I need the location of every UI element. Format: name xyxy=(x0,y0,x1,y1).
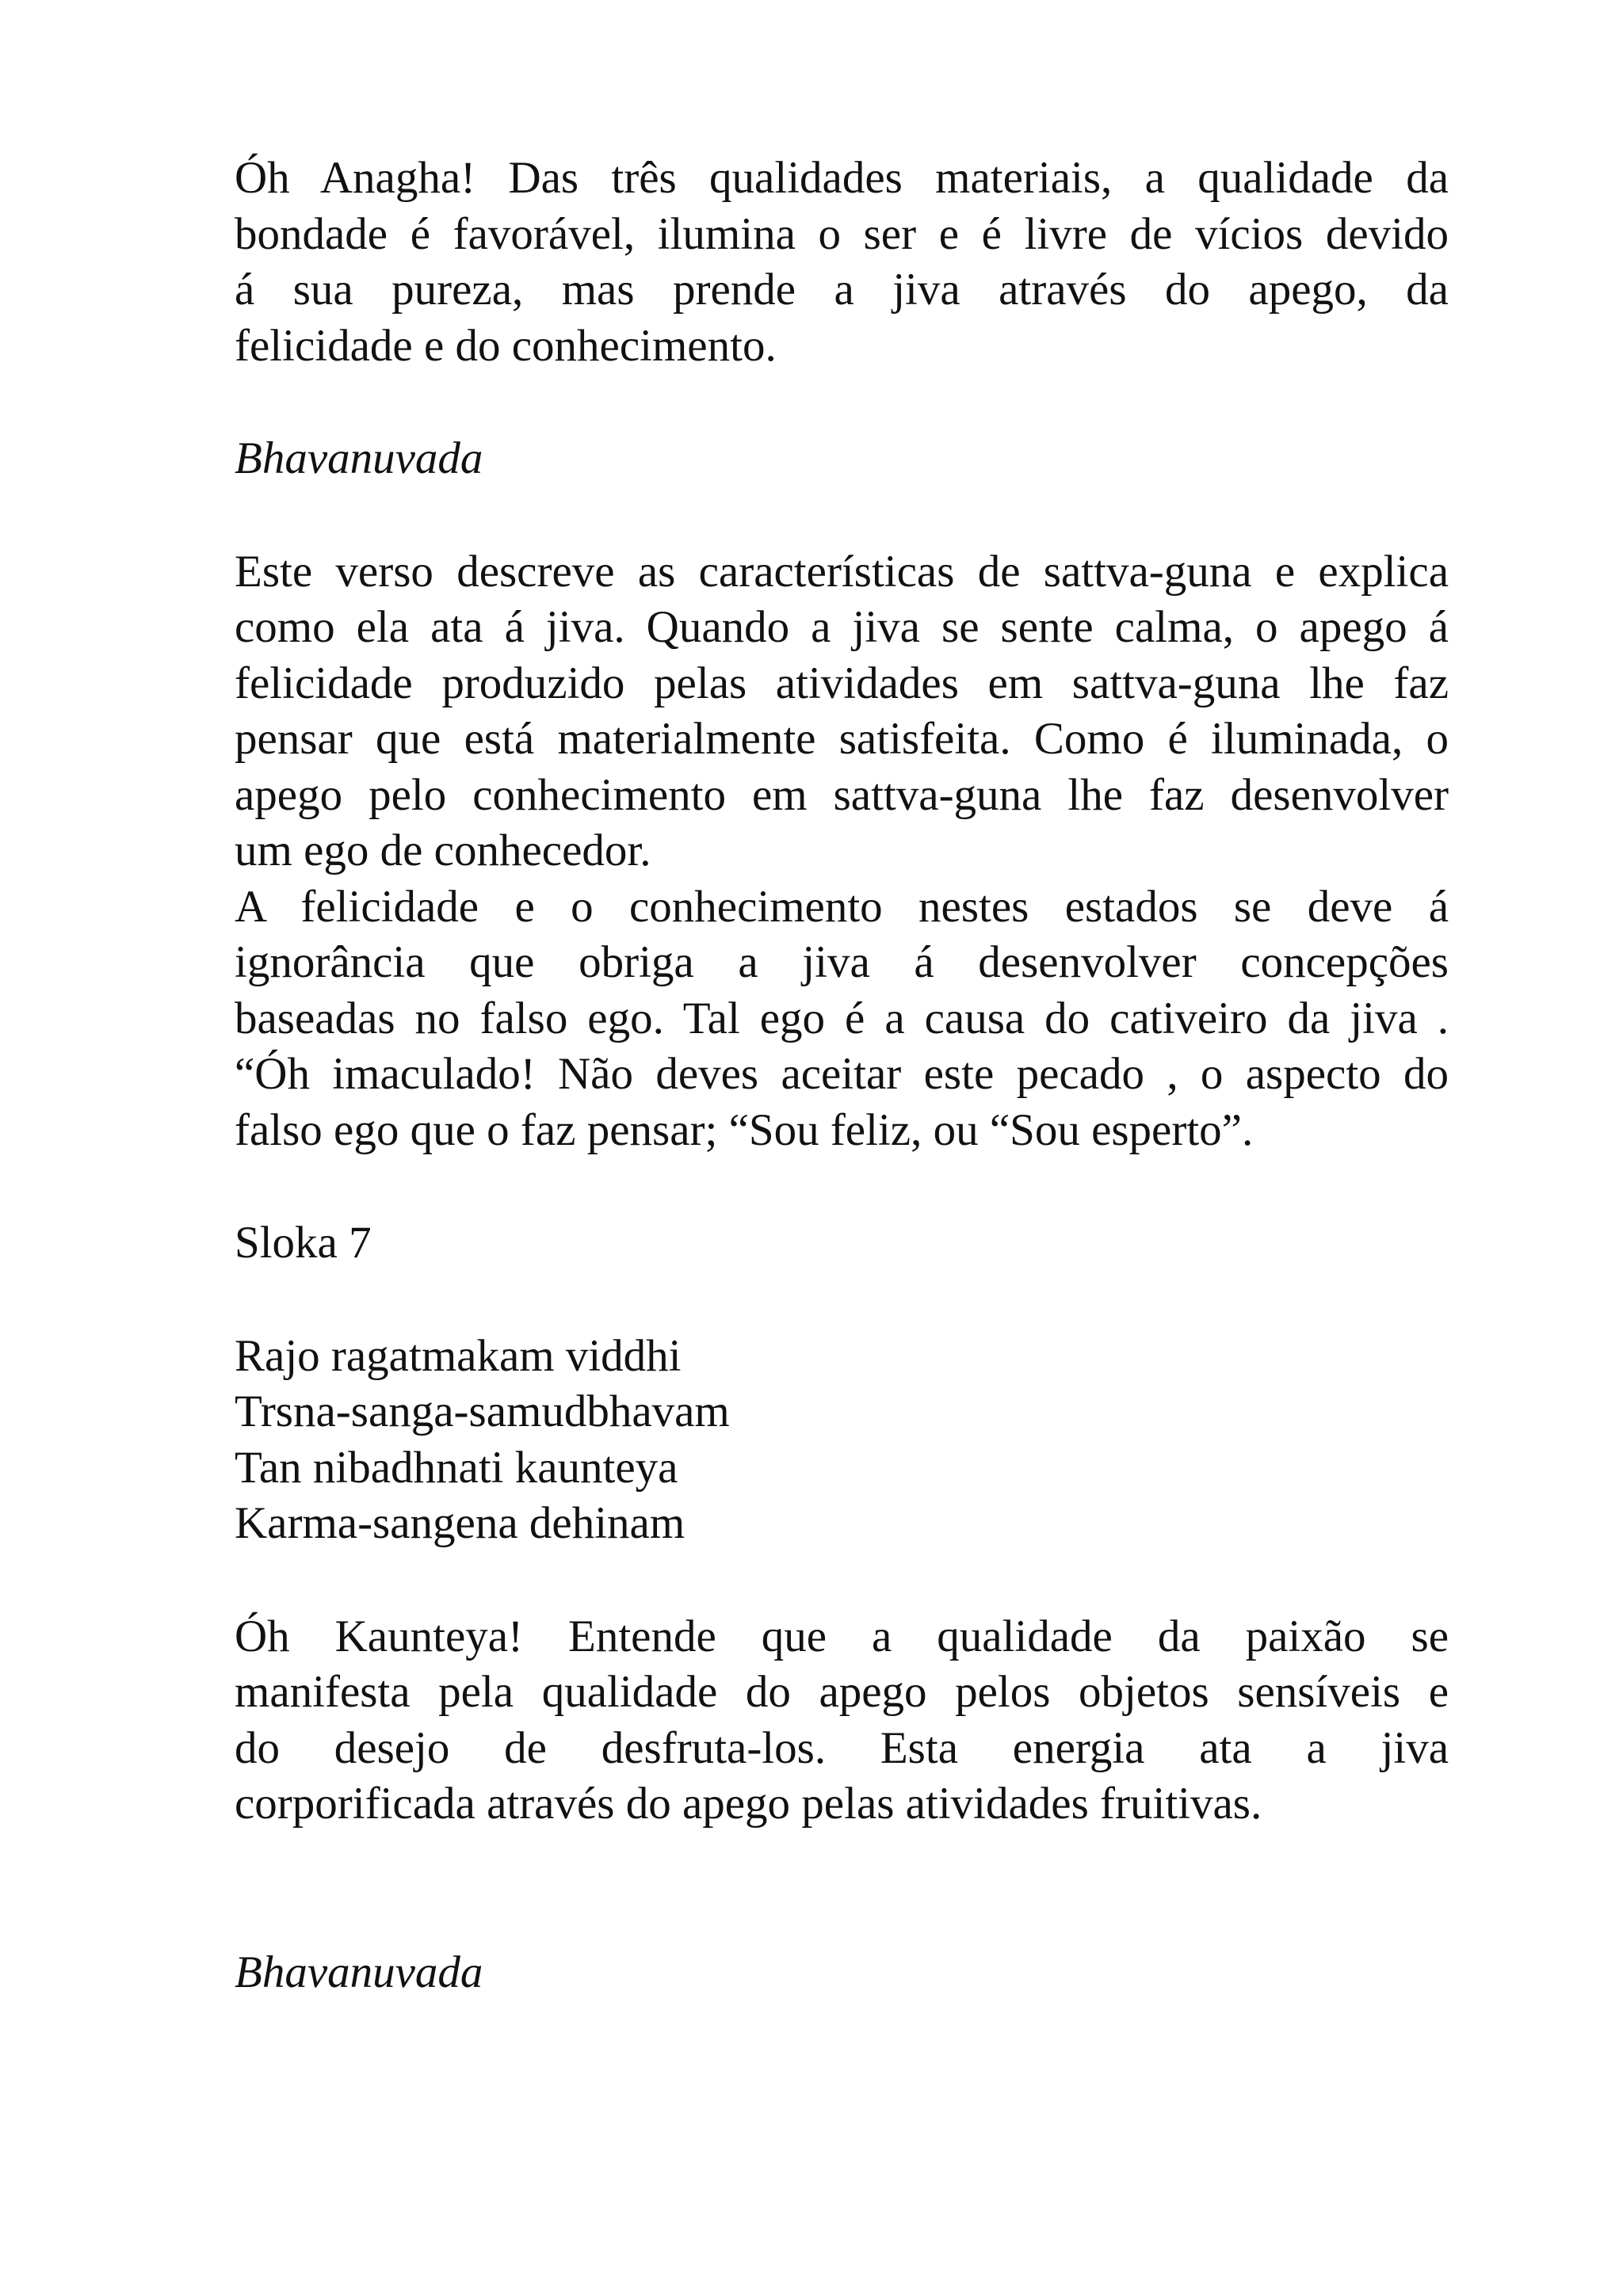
verse-line: Rajo ragatmakam viddhi xyxy=(235,1330,682,1381)
text-line: ignorância que obriga a jiva á desenvolver concepções xyxy=(235,937,1449,987)
text-line: baseadas no falso ego. Tal ego é a causa do cativeiro da jiva . xyxy=(235,993,1449,1043)
text-line: Este verso descreve as características de sattva-guna e explica xyxy=(235,546,1449,597)
paragraph-translation-2 xyxy=(235,1609,1449,1833)
section-heading-bhavanuvada-2: Bhavanuvada xyxy=(235,1947,483,1997)
text-line: A felicidade e o conhecimento nestes estados se deve á xyxy=(235,881,1449,932)
text-line: do desejo de desfruta-los. Esta energia ata a jiva xyxy=(235,1722,1449,1773)
verse-line: Trsna-sanga-samudbhavam xyxy=(235,1386,730,1436)
paragraph-commentary xyxy=(235,544,1449,1159)
text-line: felicidade produzido pelas atividades em sattva-guna lhe faz xyxy=(235,658,1449,708)
text-line: bondade é favorável, ilumina o ser e é livre de vícios devido xyxy=(235,208,1449,259)
verse-line: Tan nibadhnati kaunteya xyxy=(235,1442,678,1493)
text-line: corporificada através do apego pelas atividades fruitivas. xyxy=(235,1779,1262,1829)
text-line: “Óh imaculado! Não deves aceitar este pecado , o aspecto do xyxy=(235,1049,1449,1099)
text-line: um ego de conhecedor. xyxy=(235,826,651,875)
paragraph-translation-1 xyxy=(235,151,1449,374)
text-line: como ela ata á jiva. Quando a jiva se sente calma, o apego á xyxy=(235,602,1449,652)
text-line: Óh Kaunteya! Entende que a qualidade da paixão se xyxy=(235,1611,1449,1661)
text-line: á sua pureza, mas prende a jiva através do apego, da xyxy=(235,265,1449,315)
text-line: falso ego que o faz pensar; “Sou feliz, ou “Sou esperto”. xyxy=(235,1104,1254,1155)
text-line: manifesta pela qualidade do apego pelos objetos sensíveis e xyxy=(235,1667,1449,1717)
text-line: pensar que está materialmente satisfeita. Como é iluminada, o xyxy=(235,714,1449,764)
text-line: Óh Anagha! Das três qualidades materiais, a qualidade da xyxy=(235,153,1449,203)
text-line: felicidade e do conhecimento. xyxy=(235,320,777,371)
text-line: apego pelo conhecimento em sattva-guna lhe faz desenvolver xyxy=(235,769,1449,820)
section-heading-bhavanuvada: Bhavanuvada xyxy=(235,433,483,483)
sloka-title: Sloka 7 xyxy=(235,1218,372,1268)
document-page xyxy=(235,151,1449,2000)
sloka-verse xyxy=(235,1329,1449,1552)
verse-line: Karma-sangena dehinam xyxy=(235,1498,685,1548)
